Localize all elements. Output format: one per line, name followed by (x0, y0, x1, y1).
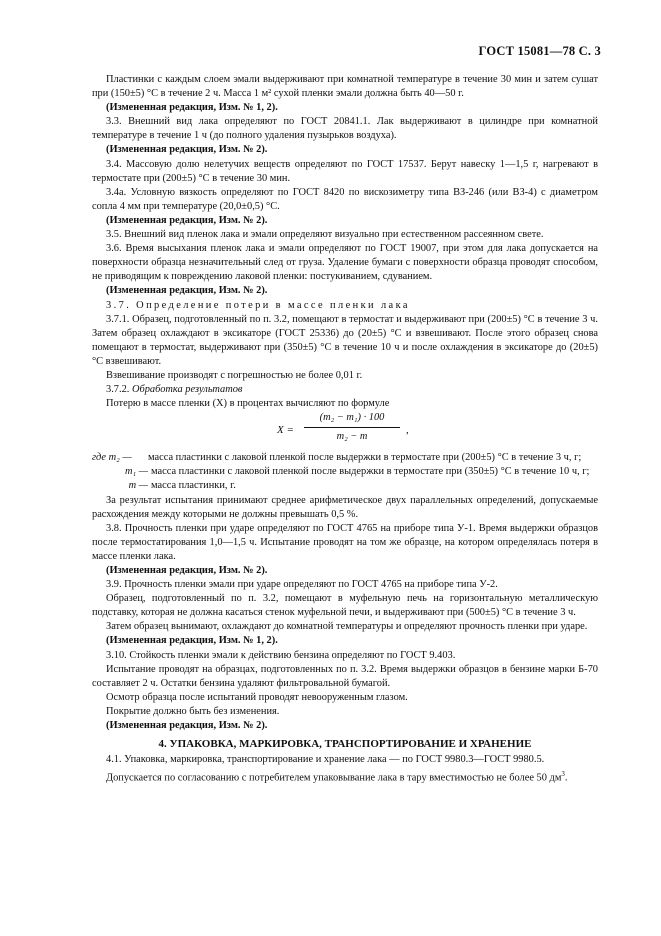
variable-text: масса пластинки с лаковой пленкой после выдержки в термостате при (350±5) °С в течение 10 ч, г; (151, 466, 590, 478)
variable-definition (92, 465, 598, 479)
paragraph: 3.7.1. Образец, подготовленный по п. 3.2, помещают в термостат и выдерживают при (200±5) °С в течение 3 ч. Затем образец охлаждают в эксикаторе (ГОСТ 25336) до (20±5) °С и взвешивают. После этого образец снова помещают в термостат, выдерживают при (350±5) °С в течение 10 ч и после охлаждения в эксикаторе до (20±5) °С взвешивают. (92, 313, 598, 367)
paragraph: Затем образец вынимают, охлаждают до комнатной температуры и определяют прочность пленки при ударе. (106, 621, 588, 633)
paragraph: 4.1. Упаковка, маркировка, транспортирование и хранение лака — по ГОСТ 9980.3—ГОСТ 9980.5. (106, 754, 545, 766)
variable-symbol: m — (128, 480, 148, 492)
paragraph: 3.8. Прочность пленки при ударе определяют по ГОСТ 4765 на приборе типа У-1. Время выдержки образцов после термостатирования 1,0—1,5 ч. Испытание проводят на том же образце, на котором определялась потеря в массе пленки лака. (92, 522, 598, 562)
paragraph: Пластинки с каждым слоем эмали выдерживают при комнатной температуре в течение 30 мин и затем сушат при (150±5) °С в течение 2 ч. Масса 1 м² сухой пленки эмали должна быть 40—50 г. (92, 74, 598, 100)
amendment-note: (Измененная редакция, Изм. № 2). (106, 565, 268, 576)
amendment-note: (Измененная редакция, Изм. № 1, 2). (106, 635, 278, 647)
amendment-note: (Измененная редакция, Изм. № 2). (106, 720, 268, 732)
paragraph: 3.3. Внешний вид лака определяют по ГОСТ 20841.1. Лак выдерживают в цилиндре при комнатной температуре в течение 1 ч (до полного удаления пузырьков воздуха). (92, 116, 598, 142)
document-body (92, 73, 598, 786)
variable-text: масса пластинки с лаковой пленкой после выдержки в термостате при (200±5) °С в течение 3 ч, г; (148, 452, 582, 464)
variable-symbol: где m₂ — (92, 452, 132, 464)
fraction-bar (304, 427, 400, 428)
paragraph: Взвешивание производят с погрешностью не более 0,01 г. (106, 369, 363, 381)
subsection-title: Обработка результатов (132, 384, 243, 396)
paragraph: 3.10. Стойкость пленки эмали к действию бензина определяют по ГОСТ 9.403. (106, 649, 456, 661)
paragraph: Покрытие должно быть без изменения. (106, 705, 280, 717)
subsection-heading (92, 383, 598, 397)
paragraph: 3.5. Внешний вид пленок лака и эмали определяют визуально при естественном рассеянном свете. (106, 229, 544, 241)
amendment-note: (Измененная редакция, Изм. № 2). (106, 285, 268, 297)
section-title: 4. УПАКОВКА, МАРКИРОВКА, ТРАНСПОРТИРОВАНИЕ И ХРАНЕНИЕ (158, 738, 532, 751)
paragraph: 3.9. Прочность пленки эмали при ударе определяют по ГОСТ 4765 на приборе типа У-2. (106, 579, 498, 591)
paragraph-text: Допускается по согласованию с потребителем упаковывание лака в тару вместимостью не более 50 дм (106, 772, 562, 784)
paragraph-end: . (564, 772, 568, 784)
formula-numerator: (m₂ − m₁) · 100 (319, 412, 385, 424)
amendment-note: (Измененная редакция, Изм. № 2). (106, 214, 268, 226)
formula-denominator: m₂ − m (336, 431, 368, 443)
variable-definition (92, 479, 598, 493)
subsection-number: 3.7.2. (106, 384, 130, 396)
formula-lhs: X = (277, 424, 294, 437)
amendment-note: (Измененная редакция, Изм. № 1, 2). (106, 102, 278, 114)
subsection-heading: 3.7. Определение потери в массе пленки лака (106, 299, 410, 311)
variable-symbol: m₁ — (125, 466, 148, 478)
paragraph: Потерю в массе пленки (X) в процентах вычисляют по формуле (106, 398, 390, 410)
paragraph: Осмотр образца после испытаний проводят невооруженным глазом. (106, 691, 408, 703)
formula-tail: , (406, 424, 409, 437)
superscript: 3 (561, 770, 565, 779)
paragraph: За результат испытания принимают среднее арифметическое двух параллельных определений, допускаемые расхождения между которыми не должны превышать 0,5 %. (92, 494, 598, 520)
paragraph: Образец, подготовленный по п. 3.2, помещают в муфельную печь на горизонтальную металлическую подставку, которая не должна касаться стенок муфельной печи, и выдерживают при (500±5) °С в течение 3 ч. (92, 593, 598, 619)
amendment-note: (Измененная редакция, Изм. № 2). (106, 144, 268, 156)
variable-definition (92, 451, 598, 465)
variable-text: масса пластинки, г. (151, 480, 236, 492)
paragraph: 3.4. Массовую долю нелетучих веществ определяют по ГОСТ 17537. Берут навеску 1—1,5 г, нагревают в термостате при (200±5) °С в течение 30 мин. (92, 158, 598, 184)
page-header: ГОСТ 15081—78 С. 3 (478, 44, 601, 58)
paragraph: 3.4а. Условную вязкость определяют по ГОСТ 8420 по вискозиметру типа ВЗ-246 (или ВЗ-4) с диаметром сопла 4 мм при температуре (20,0±0,5) °С. (92, 186, 598, 212)
paragraph: Испытание проводят на образцах, подготовленных по п. 3.2. Время выдержки образцов в бензине марки Б-70 составляет 2 ч. Остатки бензина удаляют фильтровальной бумагой. (92, 663, 598, 689)
paragraph: 3.6. Время высыхания пленок лака и эмали определяют по ГОСТ 19007, при этом для лака допускается на поверхности образца незначительный след от груза. Удаление бумаги с поверхности образца проводят способом, не приводящим к повреждению лаковой пленки: постукиванием, сдуванием. (92, 243, 598, 283)
formula (92, 411, 598, 451)
paragraph (92, 767, 598, 786)
